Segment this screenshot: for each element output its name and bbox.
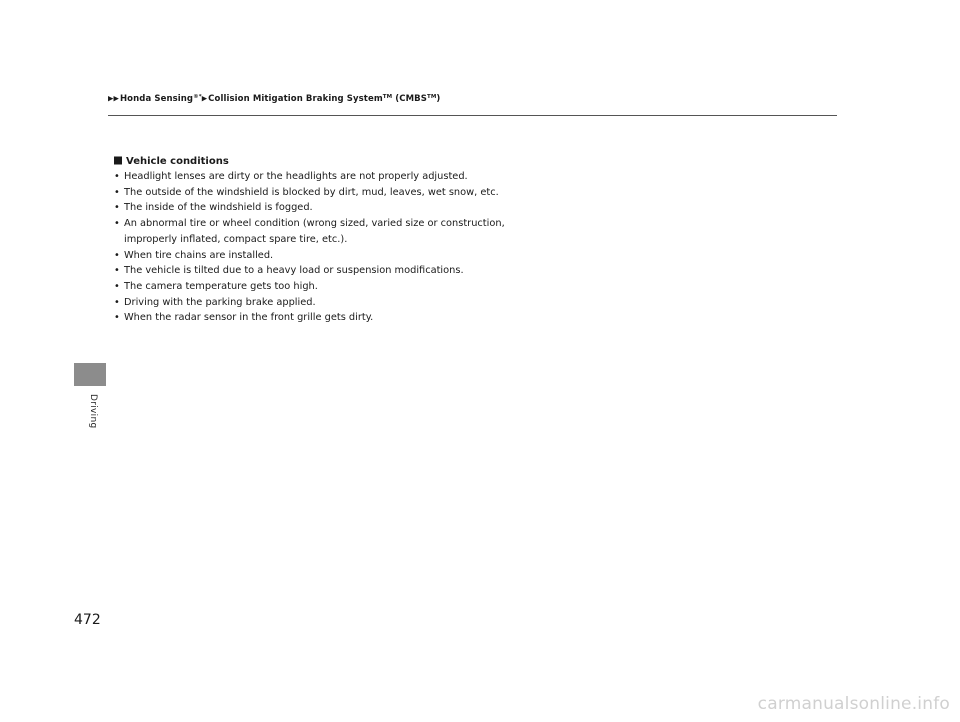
bullet-icon: •: [114, 186, 120, 198]
list-item-text: The outside of the windshield is blocked by dirt, mud, leaves, wet snow, etc.: [124, 186, 499, 198]
trademark-mark: TM: [382, 94, 393, 100]
bullet-icon: •: [114, 202, 120, 214]
list-item: [114, 248, 674, 264]
bullet-icon: •: [114, 171, 120, 182]
list-item: [114, 169, 674, 185]
registered-mark: ®*: [193, 94, 202, 100]
content-section: [114, 154, 674, 326]
list-item-text: Headlight lenses are dirty or the headlights are not properly adjusted.: [124, 171, 468, 182]
list-item: [114, 295, 674, 311]
bullet-icon: •: [114, 265, 120, 277]
list-item-text: When tire chains are installed.: [124, 249, 274, 261]
conditions-list: [114, 169, 674, 326]
bullet-icon: •: [114, 218, 120, 230]
list-item-text: An abnormal tire or wheel condition (wrong sized, varied size or construction,: [124, 218, 505, 230]
list-item: [114, 216, 674, 247]
breadcrumb: [108, 94, 440, 104]
bullet-icon: •: [114, 280, 120, 292]
list-item: [114, 310, 674, 326]
breadcrumb-level1: Honda Sensing: [119, 94, 194, 104]
list-item: [114, 200, 674, 216]
watermark: carmanualsonline.info: [757, 694, 950, 714]
chapter-label: Driving: [88, 394, 98, 429]
list-item-continuation: improperly inflated, compact spare tire, etc.).: [124, 233, 348, 245]
breadcrumb-abbr-open: (CMBS: [392, 94, 427, 104]
section-heading: [114, 154, 674, 169]
header-divider: [108, 115, 837, 116]
page-number: 472: [74, 612, 101, 628]
trademark-mark-abbr: TM: [426, 94, 437, 100]
list-item: [114, 185, 674, 201]
chapter-tab: [74, 363, 106, 386]
list-item-text: Driving with the parking brake applied.: [124, 296, 316, 308]
list-item-text: The camera temperature gets too high.: [124, 280, 318, 292]
arrow-icon: ▶: [201, 94, 208, 103]
square-bullet-icon: [114, 157, 122, 165]
list-item: [114, 263, 674, 279]
breadcrumb-level2: Collision Mitigation Braking System: [208, 94, 383, 104]
breadcrumb-abbr-close: ): [436, 94, 441, 104]
list-item: [114, 279, 674, 295]
section-heading-text: Vehicle conditions: [126, 156, 229, 167]
list-item-text: The vehicle is tilted due to a heavy load or suspension modifications.: [124, 265, 464, 277]
list-item-text: When the radar sensor in the front grille gets dirty.: [124, 312, 374, 324]
bullet-icon: •: [114, 249, 120, 261]
double-arrow-icon: ▶▶: [108, 94, 119, 103]
list-item-text: The inside of the windshield is fogged.: [124, 202, 313, 214]
bullet-icon: •: [114, 312, 120, 324]
bullet-icon: •: [114, 296, 120, 308]
